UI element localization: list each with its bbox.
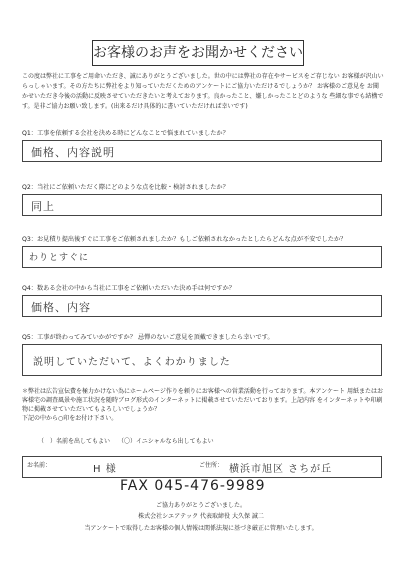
answer-box-3[interactable] [22, 246, 382, 268]
consent-options [38, 436, 220, 445]
answer-5: 説明していただいて、よくわかりました [33, 357, 231, 368]
fax-number: FAX 045-476-9989 [120, 478, 266, 494]
name-label: お名前： [27, 462, 52, 469]
question-1: Q1：工事を依頼する会社を決める時にどんなことで悩まれていましたか？ [22, 130, 229, 137]
question-3: Q3：お見積り提出後すぐに工事をご依頼されましたか？もしご依頼されなかったとしたらどんな点が不安でしたか？ [22, 236, 347, 243]
question-2: Q2：当社にご依頼いただく際にどのような点を比較・検討されましたか？ [22, 184, 229, 191]
answer-4: 価格、内容 [31, 301, 91, 314]
company-name: 株式会社シエアテック 代表取締役 大久保 誠二 [138, 513, 264, 520]
answer-box-5[interactable] [22, 344, 382, 376]
thanks-text: ご協力ありがとうございました。 [155, 502, 246, 509]
question-4: Q4：数ある会社の中から当社に工事をご依頼いただいた決め手は何ですか？ [22, 285, 235, 292]
address-value[interactable]: 横浜市旭区 さちが丘 [229, 464, 333, 475]
customer-info-row [22, 456, 382, 478]
privacy-note: 当アンケートで取得したお客様の個人情報は関係法規に基づき厳正に管理いたします。 [84, 525, 318, 532]
consent-instruction: 下記の中から○印をお付け下さい。 [22, 415, 118, 422]
name-value[interactable]: H 様 [93, 464, 117, 475]
consent-note [22, 387, 384, 423]
question-5: Q5：工事が終わってみていかがですか？ 忌憚のないご意見を頂戴できましたら幸いです。 [22, 334, 274, 341]
answer-box-4[interactable] [22, 295, 382, 317]
answer-box-2[interactable] [22, 194, 382, 216]
answer-1: 価格、内容説明 [31, 146, 115, 159]
consent-note-text: ＊弊社は広告宣伝費を極力かけない為にホームページ作りを頼りにお客様への営業活動を行っております。本アンケート 用紙またはお客様宅の調査風景や施工状況を随時ブログ形式のインターネットに掲載させていただいております。上記内容 をインターネットや印刷物に掲載させていただいてもよろしいでしょうか？ [22, 388, 383, 413]
option-initials[interactable]: （〇）イニシャルなら出してもよい [117, 438, 214, 445]
answer-3: わりとすぐに [29, 253, 90, 263]
answer-2: 同上 [31, 200, 55, 213]
option-full-name[interactable]: （ ）名前を出してもよい [38, 438, 111, 445]
page-title: お客様のお声をお聞かせください [92, 40, 304, 66]
answer-box-1[interactable] [22, 140, 382, 162]
intro-text: この度は弊社に工事をご用命いただき、誠にありがとうございました。世の中には弊社の存在やサービスをご存じない お客様が沢山いらっしゃいます。その方たちに弊社をより知っていただくためのアンケートにご協力いただけるでしょうか？ お客様のご意見を お聞かせいただき今後の活動に反映させていただきたいと考えております。良かったこと、嫌しかったことどのような 些細な事でも結構です。是非ご協力お願い致します。(出来るだけ具体的に書いていただければ幸いです) [22, 73, 384, 110]
address-label: ご住所： [199, 462, 224, 469]
